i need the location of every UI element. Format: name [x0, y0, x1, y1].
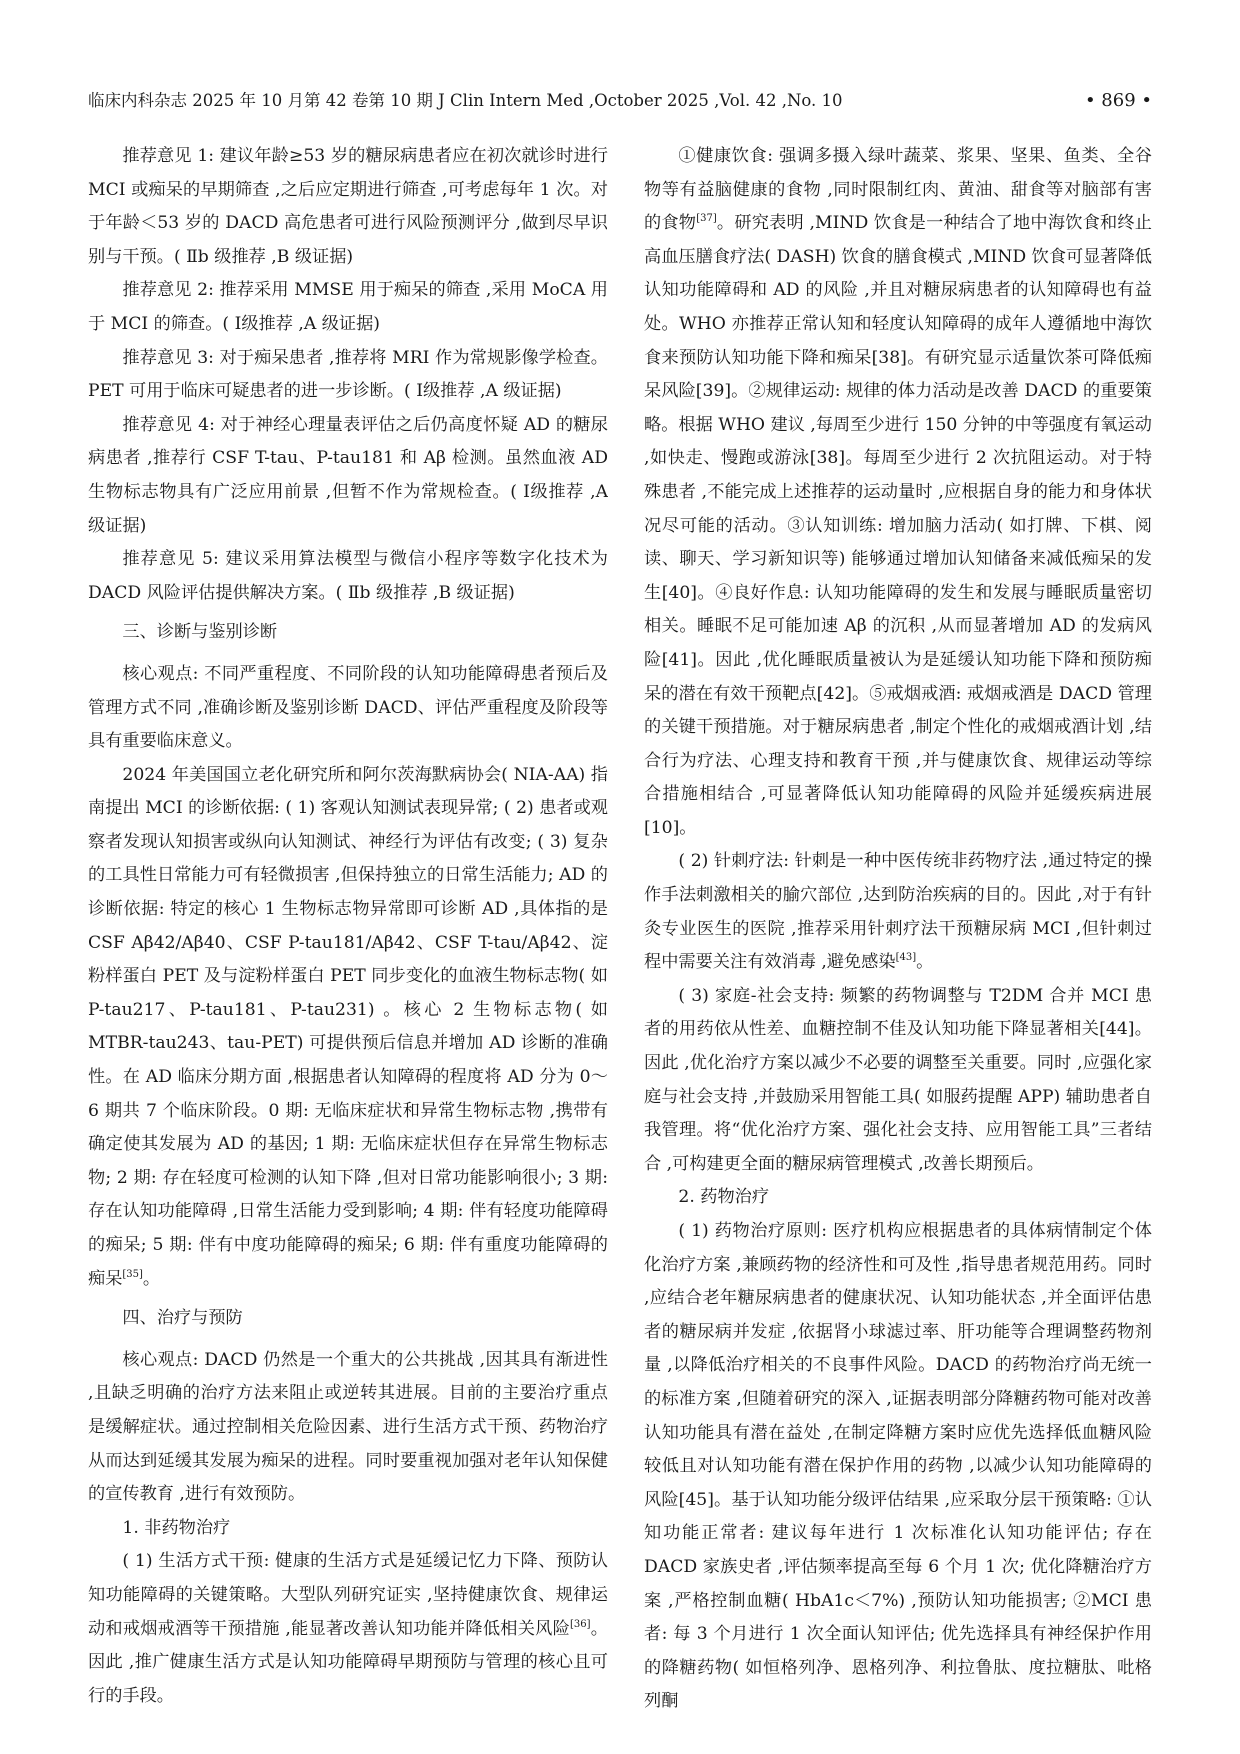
section-heading — [88, 1302, 608, 1336]
body-paragraph — [88, 409, 608, 543]
paragraph-text: 推荐意见 2: 推荐采用 MMSE 用于痴呆的筛查 ,采用 MoCA 用于 MCI 的筛查。( Ⅰ级推荐 ,A 级证据) — [88, 280, 608, 334]
paragraph-text: 1. 非药物治疗 — [122, 1517, 231, 1538]
journal-citation: 临床内科杂志 2025 年 10 月第 42 卷第 10 期 J Clin Intern Med ,October 2025 ,Vol. 42 ,No. 10 — [88, 91, 843, 110]
body-paragraph — [88, 759, 608, 1297]
body-paragraph — [644, 845, 1152, 979]
paragraph-text: ( 1) 生活方式干预: 健康的生活方式是延缓记忆力下降、预防认知功能障碍的关键策略。大型队列研究证实 ,坚持健康饮食、规律运动和戒烟戒酒等干预措施 ,能显著改善认知功能并降低相关风险 — [88, 1551, 608, 1639]
page-number: • 869 • — [1084, 90, 1152, 111]
paragraph-text-tail: 。 — [142, 1268, 161, 1289]
body-paragraph — [88, 342, 608, 409]
body-paragraph — [88, 658, 608, 759]
paragraph-text: 推荐意见 4: 对于神经心理量表评估之后仍高度怀疑 AD 的糖尿病患者 ,推荐行 CSF T-tau、P-tau181 和 Aβ 检测。虽然血液 AD 生物标志物具有广泛应用前景 ,但暂不作为常规检查。( Ⅰ级推荐 ,A 级证据) — [88, 414, 608, 536]
paragraph-text: 四、治疗与预防 — [122, 1308, 243, 1329]
section-heading — [88, 616, 608, 650]
paragraph-text: 2024 年美国国立老化研究所和阿尔茨海默病协会( NIA-AA) 指南提出 MCI 的诊断依据: ( 1) 客观认知测试表现异常; ( 2) 患者或观察者发现认知损害或纵向认知测试、神经行为评估有改变; ( 3) 复杂的工具性日常能力可有轻微损害 ,但保持独立的日常生活能力; AD 的诊断依据: 特定的核心 1 生物标志物异常即可诊断 AD ,具体指的是 CSF Aβ42/Aβ40、CSF P-tau181/Aβ42、CSF T-tau/Aβ42、淀粉样蛋白 PET 及与淀粉样蛋白 PET 同步变化的血液生物标志物( 如 P-tau217、P-tau181、P-tau231) 。核心 2 生物标志物( 如 MTBR-tau243、tau-PET) 可提供预后信息并增加 AD 诊断的准确性。在 AD 临床分期方面 ,根据患者认知障碍的程度将 AD 分为 0～6 期共 7 个临床阶段。0 期: 无临床症状和异常生物标志物 ,携带有确定使其发展为 AD 的基因; 1 期: 无临床症状但存在异常生物标志物; 2 期: 存在轻度可检测的认知下降 ,但对日常功能影响很小; 3 期: 存在认知功能障碍 ,日常生活能力受到影响; 4 期: 伴有轻度功能障碍的痴呆; 5 期: 伴有中度功能障碍的痴呆; 6 期: 伴有重度功能障碍的痴呆 — [88, 764, 608, 1289]
body-paragraph — [88, 1545, 608, 1713]
paragraph-text: 推荐意见 1: 建议年龄≥53 岁的糖尿病患者应在初次就诊时进行 MCI 或痴呆的早期筛查 ,之后应定期进行筛查 ,可考虑每年 1 次。对于年龄＜53 岁的 DACD 高危患者可进行风险预测评分 ,做到尽早识别与干预。( Ⅱb 级推荐 ,B 级证据) — [88, 146, 608, 267]
citation-marker: [43] — [895, 952, 917, 964]
citation-marker: [36] — [570, 1618, 591, 1630]
body-paragraph — [88, 274, 608, 341]
paragraph-text-tail: 。研究表明 ,MIND 饮食是一种结合了地中海饮食和终止高血压膳食疗法( DASH) 饮食的膳食模式 ,MIND 饮食可显著降低认知功能障碍和 AD 的风险 ,并且对糖尿病患者的认知障碍也有益处。WHO 亦推荐正常认知和轻度认知障碍的成年人遵循地中海饮食来预防认知功能下降和痴呆[38]。有研究显示适量饮茶可降低痴呆风险[39]。②规律运动: 规律的体力活动是改善 DACD 的重要策略。根据 WHO 建议 ,每周至少进行 150 分钟的中等强度有氧运动 ,如快走、慢跑或游泳[38]。每周至少进行 2 次抗阻运动。对于特殊患者 ,不能完成上述推荐的运动量时 ,应根据自身的能力和身体状况尽可能的活动。③认知训练: 增加脑力活动( 如打牌、下棋、阅读、聊天、学习新知识等) 能够通过增加认知储备来减低痴呆的发生[40]。④良好作息: 认知功能障碍的发生和发展与睡眠质量密切相关。睡眠不足可能加速 Aβ 的沉积 ,从而显著增加 AD 的发病风险[41]。因此 ,优化睡眠质量被认为是延缓认知功能下降和预防痴呆的潜在有效干预靶点[42]。⑤戒烟戒酒: 戒烟戒酒是 DACD 管理的关键干预措施。对于糖尿病患者 ,制定个性化的戒烟戒酒计划 ,结合行为疗法、心理支持和教育干预 ,并与健康饮食、规律运动等综合措施相结合 ,可显著降低认知功能障碍的风险并延缓疾病进展[10]。 — [644, 213, 1152, 838]
body-paragraph — [88, 543, 608, 610]
paragraph-text-tail: 。因此 ,推广健康生活方式是认知功能障碍早期预防与管理的核心且可行的手段。 — [88, 1618, 608, 1706]
citation-marker: [37] — [696, 213, 717, 225]
body-paragraph — [88, 140, 608, 274]
paragraph-text: ①健康饮食: 强调多摄入绿叶蔬菜、浆果、坚果、鱼类、全谷物等有益脑健康的食物 ,同时限制红肉、黄油、甜食等对脑部有害的食物 — [644, 146, 1152, 234]
paragraph-text: ( 2) 针刺疗法: 针刺是一种中医传统非药物疗法 ,通过特定的操作手法刺激相关的腧穴部位 ,达到防治疾病的目的。因此 ,对于有针灸专业医生的医院 ,推荐采用针刺疗法干预糖尿病 MCI ,但针刺过程中需要关注有效消毒 ,避免感染 — [644, 851, 1152, 973]
body-paragraph — [88, 1344, 608, 1512]
paragraph-text: 推荐意见 5: 建议采用算法模型与微信小程序等数字化技术为 DACD 风险评估提供解决方案。( Ⅱb 级推荐 ,B 级证据) — [88, 549, 608, 603]
left-column — [88, 140, 608, 1730]
paragraph-text: 核心观点: 不同严重程度、不同阶段的认知功能障碍患者预后及管理方式不同 ,准确诊断及鉴别诊断 DACD、评估严重程度及阶段等具有重要临床意义。 — [88, 663, 608, 752]
right-column — [644, 140, 1152, 1730]
paragraph-text: 核心观点: DACD 仍然是一个重大的公共挑战 ,因其具有渐进性 ,且缺乏明确的治疗方法来阻止或逆转其进展。目前的主要治疗重点是缓解症状。通过控制相关危险因素、进行生活方式干预、药物治疗从而达到延缓其发展为痴呆的进程。同时要重视加强对老年认知保健的宣传教育 ,进行有效预防。 — [88, 1349, 608, 1505]
body-paragraph — [644, 1215, 1152, 1719]
paragraph-text-tail: 。 — [916, 952, 934, 973]
running-header — [88, 84, 1152, 118]
paragraph-text: ( 1) 药物治疗原则: 医疗机构应根据患者的具体病情制定个体化治疗方案 ,兼顾药物的经济性和可及性 ,指导患者规范用药。同时 ,应结合老年糖尿病患者的健康状况、认知功能状态 ,并全面评估患者的糖尿病并发症 ,依据肾小球滤过率、肝功能等合理调整药物剂量 ,以降低治疗相关的不良事件风险。DACD 的药物治疗尚无统一的标准方案 ,但随着研究的深入 ,证据表明部分降糖药物可能对改善认知功能具有潜在益处 ,在制定降糖方案时应优先选择低血糖风险较低且对认知功能有潜在保护作用的药物 ,以减少认知功能障碍的风险[45]。基于认知功能分级评估结果 ,应采取分层干预策略: ①认知功能正常者: 建议每年进行 1 次标准化认知功能评估; 存在 DACD 家族史者 ,评估频率提高至每 6 个月 1 次; 优化降糖治疗方案 ,严格控制血糖( HbA1c＜7%) ,预防认知功能损害; ②MCI 患者: 每 3 个月进行 1 次全面认知评估; 优先选择具有神经保护作用的降糖药物( 如恒格列净、恩格列净、利拉鲁肽、度拉糖肽、吡格列酮 — [644, 1221, 1152, 1712]
body-paragraph — [644, 140, 1152, 845]
paragraph-text: 推荐意见 3: 对于痴呆患者 ,推荐将 MRI 作为常规影像学检查。PET 可用于临床可疑患者的进一步诊断。( Ⅰ级推荐 ,A 级证据) — [88, 347, 608, 402]
paragraph-text: 三、诊断与鉴别诊断 — [122, 622, 278, 643]
subsection-heading — [644, 1181, 1152, 1215]
citation-marker: [35] — [122, 1268, 143, 1280]
body-paragraph — [644, 980, 1152, 1182]
subsection-heading — [88, 1512, 608, 1546]
paragraph-text: 2. 药物治疗 — [678, 1187, 770, 1208]
paragraph-text: ( 3) 家庭-社会支持: 频繁的药物调整与 T2DM 合并 MCI 患者的用药依从性差、血糖控制不佳及认知功能下降显著相关[44]。因此 ,优化治疗方案以减少不必要的调整至关重要。同时 ,应强化家庭与社会支持 ,并鼓励采用智能工具( 如服药提醒 APP) 辅助患者自我管理。将“优化治疗方案、强化社会支持、应用智能工具”三者结合 ,可构建更全面的糖尿病管理模式 ,改善长期预后。 — [644, 985, 1152, 1174]
